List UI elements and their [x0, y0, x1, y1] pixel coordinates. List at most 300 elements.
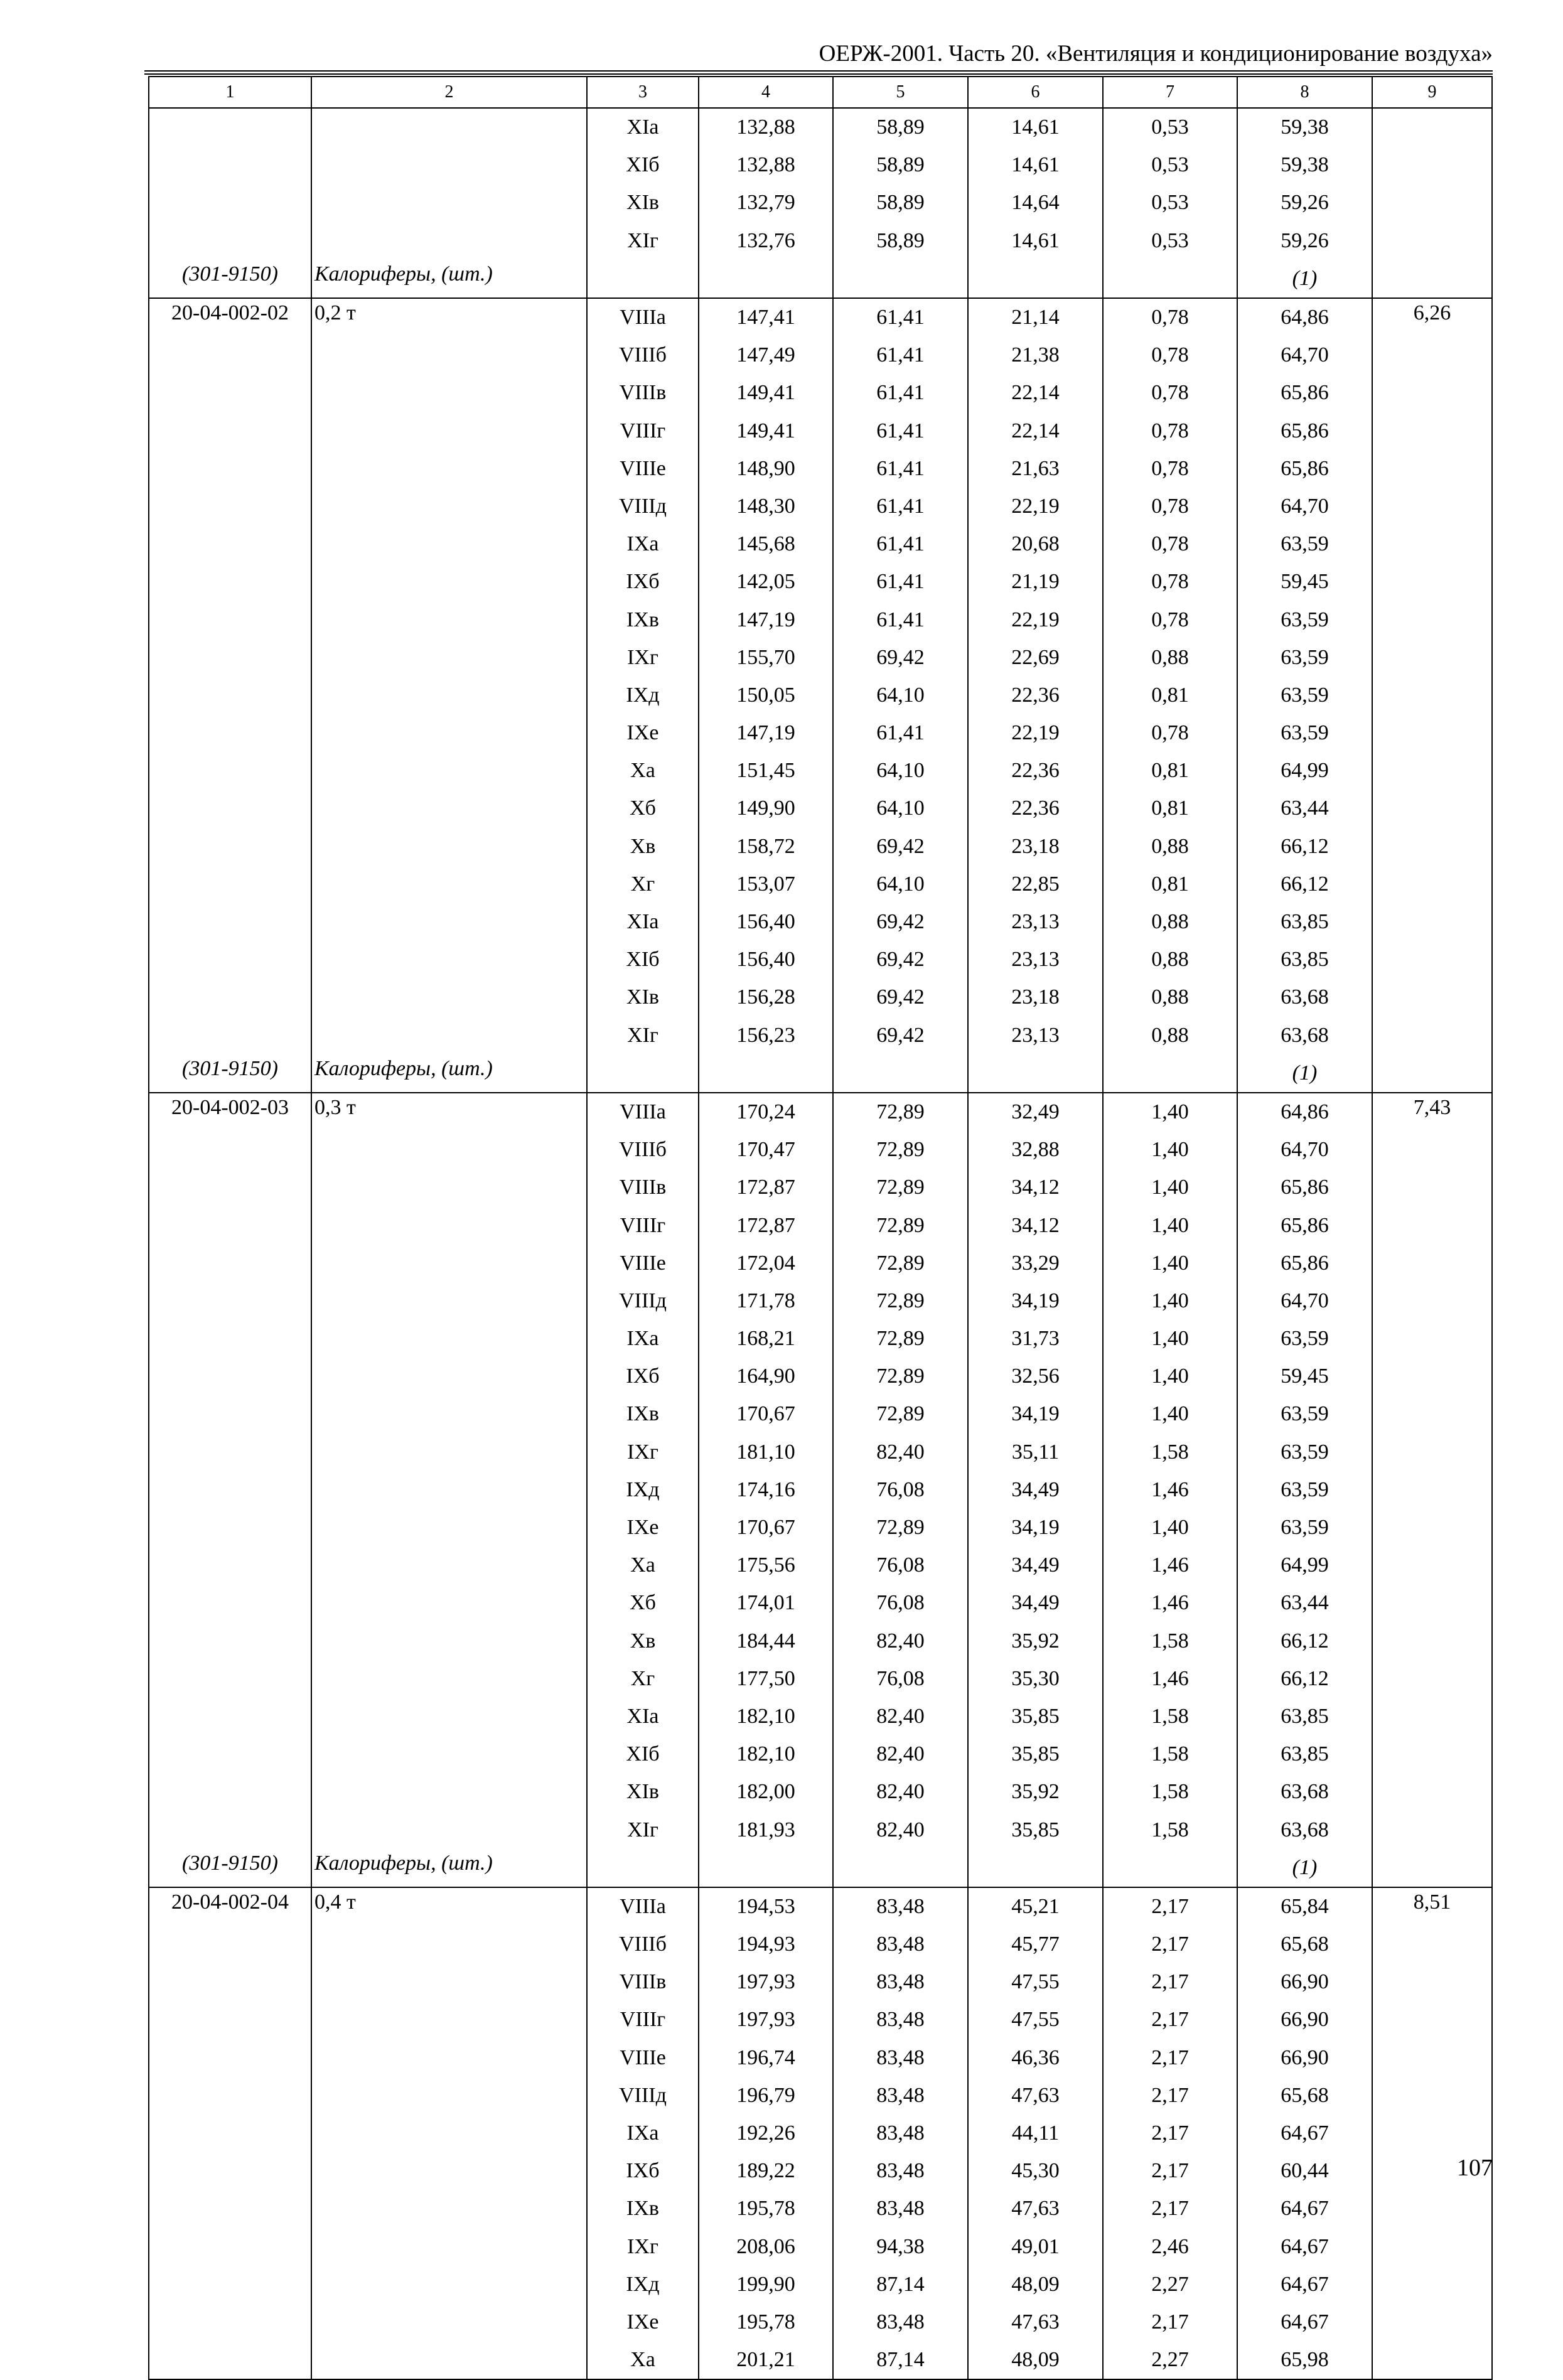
labor-cell — [1372, 1245, 1492, 1282]
name-cell — [311, 1963, 587, 2001]
machinist-wages-cell: 0,78 — [1103, 374, 1237, 412]
name-cell — [311, 828, 587, 866]
labor-cell — [1372, 260, 1492, 298]
table-row — [149, 1926, 1492, 1963]
name-cell — [311, 1434, 587, 1471]
machinist-wages-cell: 2,17 — [1103, 2115, 1237, 2152]
machinist-wages-cell — [1103, 260, 1237, 298]
total-cost-cell: 199,90 — [699, 2266, 833, 2303]
total-cost-cell: 182,00 — [699, 1773, 833, 1811]
table-row — [149, 2228, 1492, 2266]
labor-cell — [1372, 1358, 1492, 1395]
machinist-wages-cell — [1103, 1849, 1237, 1887]
region-cell — [587, 1054, 699, 1093]
table-row — [149, 488, 1492, 525]
materials-cell: 63,59 — [1237, 525, 1372, 563]
name-cell: 0,4 т — [311, 1887, 587, 1926]
code-cell — [149, 1245, 311, 1282]
total-cost-cell: 174,01 — [699, 1584, 833, 1622]
total-cost-cell: 147,49 — [699, 336, 833, 374]
machines-cell: 34,19 — [968, 1395, 1103, 1433]
region-cell: VIIIe — [587, 450, 699, 488]
machinist-wages-cell: 0,88 — [1103, 1017, 1237, 1054]
table-row — [149, 1017, 1492, 1054]
code-cell — [149, 1963, 311, 2001]
materials-cell: 63,59 — [1237, 1509, 1372, 1546]
labor-cell — [1372, 412, 1492, 450]
total-cost-cell: 182,10 — [699, 1735, 833, 1773]
materials-cell: 64,86 — [1237, 1093, 1372, 1131]
machinist-wages-cell: 0,78 — [1103, 601, 1237, 638]
table-row — [149, 2039, 1492, 2077]
code-cell — [149, 146, 311, 184]
labor-cell — [1372, 222, 1492, 260]
code-cell — [149, 1282, 311, 1320]
wages-cell: 72,89 — [833, 1245, 968, 1282]
machines-cell: 22,69 — [968, 639, 1103, 677]
region-cell: Xг — [587, 866, 699, 903]
name-cell — [311, 2190, 587, 2227]
labor-cell — [1372, 1395, 1492, 1433]
code-cell — [149, 2001, 311, 2039]
column-number: 7 — [1103, 77, 1237, 108]
resource-row — [149, 1054, 1492, 1093]
machines-cell — [968, 1849, 1103, 1887]
code-cell — [149, 903, 311, 941]
machines-cell: 34,49 — [968, 1584, 1103, 1622]
name-cell — [311, 1320, 587, 1358]
machines-cell: 34,19 — [968, 1509, 1103, 1546]
machines-cell: 33,29 — [968, 1245, 1103, 1282]
machines-cell: 44,11 — [968, 2115, 1103, 2152]
wages-cell: 83,48 — [833, 2152, 968, 2190]
labor-cell — [1372, 1622, 1492, 1660]
table-row — [149, 563, 1492, 601]
total-cost-cell: 132,79 — [699, 184, 833, 222]
machines-cell: 45,30 — [968, 2152, 1103, 2190]
code-cell — [149, 108, 311, 146]
name-cell — [311, 2077, 587, 2115]
machinist-wages-cell: 1,46 — [1103, 1471, 1237, 1509]
machinist-wages-cell: 2,17 — [1103, 2152, 1237, 2190]
table-row — [149, 298, 1492, 336]
name-cell — [311, 978, 587, 1016]
code-cell — [149, 2190, 311, 2227]
materials-cell: 63,85 — [1237, 941, 1372, 978]
materials-cell: 63,85 — [1237, 1698, 1372, 1735]
labor-cell — [1372, 2115, 1492, 2152]
materials-cell: 64,67 — [1237, 2228, 1372, 2266]
code-cell: 20-04-002-02 — [149, 298, 311, 336]
total-cost-cell: 197,93 — [699, 1963, 833, 2001]
materials-cell: 64,70 — [1237, 1282, 1372, 1320]
region-cell: XIa — [587, 903, 699, 941]
wages-cell: 82,40 — [833, 1735, 968, 1773]
code-cell — [149, 412, 311, 450]
region-cell: Xa — [587, 1546, 699, 1584]
total-cost-cell: 147,19 — [699, 714, 833, 752]
labor-cell — [1372, 790, 1492, 827]
total-cost-cell: 195,78 — [699, 2303, 833, 2341]
labor-cell — [1372, 639, 1492, 677]
wages-cell: 83,48 — [833, 2039, 968, 2077]
name-cell — [311, 1395, 587, 1433]
code-cell — [149, 639, 311, 677]
name-cell — [311, 563, 587, 601]
machines-cell: 32,88 — [968, 1131, 1103, 1169]
machines-cell: 47,63 — [968, 2190, 1103, 2227]
machines-cell — [968, 1054, 1103, 1093]
name-cell — [311, 1206, 587, 1244]
total-cost-cell: 147,41 — [699, 298, 833, 336]
region-cell: VIIIб — [587, 1926, 699, 1963]
machines-cell: 14,61 — [968, 146, 1103, 184]
total-cost-cell: 208,06 — [699, 2228, 833, 2266]
region-cell: VIIIб — [587, 336, 699, 374]
name-cell — [311, 1773, 587, 1811]
machinist-wages-cell: 0,88 — [1103, 828, 1237, 866]
machines-cell: 21,63 — [968, 450, 1103, 488]
region-cell: XIв — [587, 1773, 699, 1811]
column-number: 4 — [699, 77, 833, 108]
table-row — [149, 1169, 1492, 1206]
materials-cell: 65,68 — [1237, 1926, 1372, 1963]
wages-cell: 72,89 — [833, 1395, 968, 1433]
table-row — [149, 1773, 1492, 1811]
name-cell — [311, 2115, 587, 2152]
region-cell: IXд — [587, 677, 699, 714]
materials-cell: (1) — [1237, 260, 1372, 298]
materials-cell: 66,12 — [1237, 1660, 1372, 1698]
name-cell — [311, 488, 587, 525]
region-cell: Xб — [587, 790, 699, 827]
column-number: 6 — [968, 77, 1103, 108]
machinist-wages-cell: 0,53 — [1103, 222, 1237, 260]
machinist-wages-cell: 0,78 — [1103, 488, 1237, 525]
labor-cell — [1372, 2190, 1492, 2227]
region-cell: IXв — [587, 1395, 699, 1433]
machines-cell: 45,77 — [968, 1926, 1103, 1963]
total-cost-cell: 150,05 — [699, 677, 833, 714]
code-cell — [149, 1131, 311, 1169]
table-row — [149, 2077, 1492, 2115]
total-cost-cell — [699, 260, 833, 298]
table-row — [149, 2303, 1492, 2341]
machines-cell: 35,85 — [968, 1735, 1103, 1773]
materials-cell: 63,59 — [1237, 1471, 1372, 1509]
table-row — [149, 146, 1492, 184]
total-cost-cell: 153,07 — [699, 866, 833, 903]
region-cell: XIa — [587, 1698, 699, 1735]
machinist-wages-cell: 1,40 — [1103, 1169, 1237, 1206]
machinist-wages-cell: 1,40 — [1103, 1509, 1237, 1546]
region-cell: XIa — [587, 108, 699, 146]
machinist-wages-cell: 0,78 — [1103, 525, 1237, 563]
materials-cell: 59,26 — [1237, 184, 1372, 222]
machines-cell: 35,11 — [968, 1434, 1103, 1471]
machinist-wages-cell: 0,88 — [1103, 941, 1237, 978]
machines-cell: 34,19 — [968, 1282, 1103, 1320]
total-cost-cell: 156,28 — [699, 978, 833, 1016]
wages-cell: 94,38 — [833, 2228, 968, 2266]
wages-cell: 69,42 — [833, 903, 968, 941]
labor-cell — [1372, 1054, 1492, 1093]
wages-cell: 72,89 — [833, 1093, 968, 1131]
materials-cell: 64,99 — [1237, 1546, 1372, 1584]
materials-cell: 63,59 — [1237, 639, 1372, 677]
code-cell — [149, 1811, 311, 1848]
region-cell: VIIIд — [587, 2077, 699, 2115]
machinist-wages-cell: 0,53 — [1103, 184, 1237, 222]
name-cell — [311, 903, 587, 941]
machines-cell: 22,36 — [968, 752, 1103, 790]
machinist-wages-cell: 0,53 — [1103, 108, 1237, 146]
table-row — [149, 714, 1492, 752]
labor-cell — [1372, 108, 1492, 146]
name-cell — [311, 184, 587, 222]
column-number: 8 — [1237, 77, 1372, 108]
code-cell — [149, 2228, 311, 2266]
total-cost-cell: 194,93 — [699, 1926, 833, 1963]
code-cell — [149, 525, 311, 563]
name-cell — [311, 1471, 587, 1509]
name-cell — [311, 1584, 587, 1622]
wages-cell — [833, 260, 968, 298]
table-row — [149, 1245, 1492, 1282]
region-cell: VIIIг — [587, 412, 699, 450]
table-row — [149, 1811, 1492, 1848]
total-cost-cell: 174,16 — [699, 1471, 833, 1509]
name-cell — [311, 1169, 587, 1206]
name-cell — [311, 714, 587, 752]
region-cell: IXe — [587, 1509, 699, 1546]
labor-cell — [1372, 1169, 1492, 1206]
labor-cell — [1372, 2077, 1492, 2115]
machinist-wages-cell: 2,17 — [1103, 1926, 1237, 1963]
materials-cell: 65,86 — [1237, 450, 1372, 488]
code-cell — [149, 714, 311, 752]
materials-cell: 65,84 — [1237, 1887, 1372, 1926]
total-cost-cell: 148,30 — [699, 488, 833, 525]
code-cell — [149, 1206, 311, 1244]
machines-cell: 22,19 — [968, 714, 1103, 752]
labor-cell — [1372, 1660, 1492, 1698]
wages-cell: 61,41 — [833, 336, 968, 374]
total-cost-cell: 151,45 — [699, 752, 833, 790]
code-cell — [149, 1169, 311, 1206]
region-cell — [587, 260, 699, 298]
name-cell — [311, 2303, 587, 2341]
materials-cell: 64,67 — [1237, 2303, 1372, 2341]
column-number: 3 — [587, 77, 699, 108]
total-cost-cell: 171,78 — [699, 1282, 833, 1320]
code-cell — [149, 2303, 311, 2341]
materials-cell: 59,38 — [1237, 108, 1372, 146]
wages-cell: 58,89 — [833, 146, 968, 184]
labor-cell — [1372, 828, 1492, 866]
machines-cell: 35,85 — [968, 1698, 1103, 1735]
materials-cell: 63,68 — [1237, 1773, 1372, 1811]
materials-cell: 65,86 — [1237, 1169, 1372, 1206]
wages-cell: 58,89 — [833, 222, 968, 260]
name-cell: Калориферы, (шт.) — [311, 1054, 587, 1093]
machinist-wages-cell: 0,81 — [1103, 866, 1237, 903]
name-cell — [311, 222, 587, 260]
table-row — [149, 1963, 1492, 2001]
materials-cell: 63,59 — [1237, 714, 1372, 752]
table-row — [149, 374, 1492, 412]
materials-cell: 63,68 — [1237, 1811, 1372, 1848]
total-cost-cell: 164,90 — [699, 1358, 833, 1395]
machinist-wages-cell: 1,46 — [1103, 1546, 1237, 1584]
machinist-wages-cell: 1,46 — [1103, 1584, 1237, 1622]
code-cell — [149, 1926, 311, 1963]
wages-cell — [833, 1054, 968, 1093]
machines-cell: 23,13 — [968, 941, 1103, 978]
wages-cell: 82,40 — [833, 1622, 968, 1660]
machines-cell: 22,85 — [968, 866, 1103, 903]
labor-cell — [1372, 1963, 1492, 2001]
table-row — [149, 2190, 1492, 2227]
labor-cell — [1372, 714, 1492, 752]
code-cell — [149, 601, 311, 638]
total-cost-cell: 172,87 — [699, 1169, 833, 1206]
code-cell — [149, 941, 311, 978]
column-number-row — [149, 77, 1492, 108]
region-cell: Xa — [587, 752, 699, 790]
machinist-wages-cell: 2,17 — [1103, 2303, 1237, 2341]
name-cell — [311, 1546, 587, 1584]
wages-cell: 72,89 — [833, 1131, 968, 1169]
table-row — [149, 1735, 1492, 1773]
total-cost-cell: 142,05 — [699, 563, 833, 601]
name-cell — [311, 146, 587, 184]
total-cost-cell: 132,88 — [699, 108, 833, 146]
code-cell — [149, 677, 311, 714]
name-cell — [311, 941, 587, 978]
name-cell — [311, 412, 587, 450]
total-cost-cell: 181,10 — [699, 1434, 833, 1471]
total-cost-cell: 147,19 — [699, 601, 833, 638]
materials-cell: 66,12 — [1237, 828, 1372, 866]
region-cell: VIIIa — [587, 1093, 699, 1131]
materials-cell: 63,68 — [1237, 1017, 1372, 1054]
machines-cell: 23,13 — [968, 1017, 1103, 1054]
code-cell: (301-9150) — [149, 1054, 311, 1093]
labor-cell — [1372, 2001, 1492, 2039]
machines-cell: 34,12 — [968, 1206, 1103, 1244]
materials-cell: 66,12 — [1237, 866, 1372, 903]
machinist-wages-cell: 1,46 — [1103, 1660, 1237, 1698]
name-cell — [311, 525, 587, 563]
machines-cell: 21,19 — [968, 563, 1103, 601]
machinist-wages-cell: 0,78 — [1103, 714, 1237, 752]
total-cost-cell: 156,40 — [699, 903, 833, 941]
materials-cell: (1) — [1237, 1849, 1372, 1887]
machines-cell: 35,30 — [968, 1660, 1103, 1698]
table-row — [149, 1471, 1492, 1509]
region-cell: VIIIг — [587, 2001, 699, 2039]
machinist-wages-cell: 2,17 — [1103, 1963, 1237, 2001]
labor-cell — [1372, 1546, 1492, 1584]
table-row — [149, 1206, 1492, 1244]
labor-cell — [1372, 1320, 1492, 1358]
table-row — [149, 1434, 1492, 1471]
materials-cell: 59,45 — [1237, 1358, 1372, 1395]
wages-cell: 82,40 — [833, 1773, 968, 1811]
name-cell — [311, 1926, 587, 1963]
region-cell: IXб — [587, 563, 699, 601]
table-row — [149, 866, 1492, 903]
wages-cell: 69,42 — [833, 978, 968, 1016]
region-cell: XIб — [587, 1735, 699, 1773]
wages-cell: 61,41 — [833, 601, 968, 638]
machines-cell: 22,19 — [968, 601, 1103, 638]
machines-cell: 45,21 — [968, 1887, 1103, 1926]
code-cell — [149, 2341, 311, 2379]
code-cell — [149, 2152, 311, 2190]
machinist-wages-cell: 0,88 — [1103, 639, 1237, 677]
code-cell — [149, 1471, 311, 1509]
table-row — [149, 2152, 1492, 2190]
name-cell — [311, 2228, 587, 2266]
name-cell — [311, 1245, 587, 1282]
machines-cell: 14,61 — [968, 222, 1103, 260]
labor-cell — [1372, 336, 1492, 374]
name-cell — [311, 866, 587, 903]
materials-cell: 64,99 — [1237, 752, 1372, 790]
name-cell — [311, 677, 587, 714]
machines-cell: 34,12 — [968, 1169, 1103, 1206]
machines-cell: 22,14 — [968, 412, 1103, 450]
labor-cell — [1372, 1735, 1492, 1773]
total-cost-cell: 149,41 — [699, 374, 833, 412]
total-cost-cell: 195,78 — [699, 2190, 833, 2227]
table-row — [149, 412, 1492, 450]
machinist-wages-cell: 2,17 — [1103, 2077, 1237, 2115]
region-cell: IXe — [587, 714, 699, 752]
region-cell: VIIIe — [587, 1245, 699, 1282]
wages-cell: 72,89 — [833, 1358, 968, 1395]
table-row — [149, 1887, 1492, 1926]
wages-cell: 83,48 — [833, 1887, 968, 1926]
machines-cell: 23,13 — [968, 903, 1103, 941]
code-cell — [149, 1017, 311, 1054]
total-cost-cell: 155,70 — [699, 639, 833, 677]
wages-cell: 76,08 — [833, 1546, 968, 1584]
name-cell — [311, 1358, 587, 1395]
materials-cell: 63,44 — [1237, 790, 1372, 827]
total-cost-cell: 192,26 — [699, 2115, 833, 2152]
code-cell — [149, 1584, 311, 1622]
wages-cell: 61,41 — [833, 714, 968, 752]
total-cost-cell: 149,41 — [699, 412, 833, 450]
labor-cell — [1372, 866, 1492, 903]
region-cell: IXa — [587, 1320, 699, 1358]
table-row — [149, 2341, 1492, 2379]
machines-cell: 47,63 — [968, 2303, 1103, 2341]
labor-cell — [1372, 677, 1492, 714]
labor-cell — [1372, 563, 1492, 601]
wages-cell: 83,48 — [833, 1926, 968, 1963]
total-cost-cell: 148,90 — [699, 450, 833, 488]
code-cell — [149, 1358, 311, 1395]
materials-cell: 64,67 — [1237, 2266, 1372, 2303]
labor-cell — [1372, 2228, 1492, 2266]
region-cell: Xa — [587, 2341, 699, 2379]
region-cell: VIIIд — [587, 1282, 699, 1320]
name-cell — [311, 374, 587, 412]
